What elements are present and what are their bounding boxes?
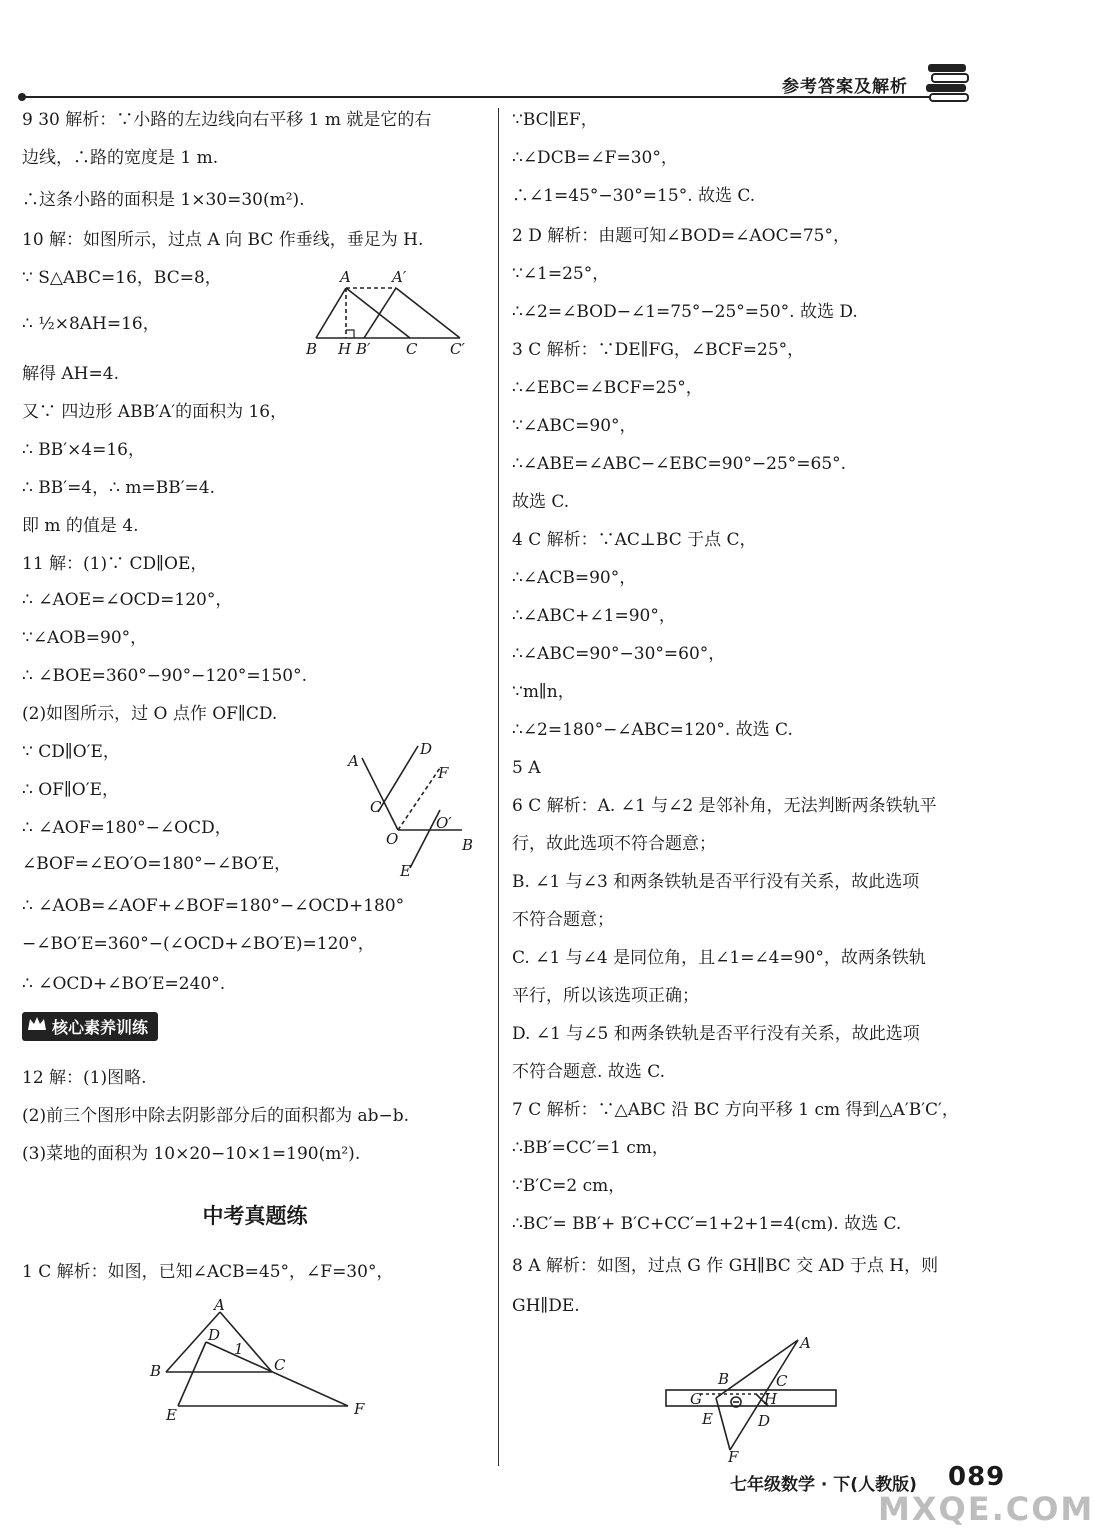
figure-zk1: [148, 1296, 378, 1426]
left-line: ∵∠AOB=90°，: [22, 628, 148, 648]
label-E: E: [400, 862, 411, 880]
left-line: 边线，∴路的宽度是 1 m.: [22, 148, 219, 168]
label-B: B: [718, 1370, 730, 1388]
right-line: 4 C 解析：∵AC⊥BC 于点 C，: [512, 530, 757, 550]
label-E: E: [702, 1410, 713, 1428]
left-line: ∵ CD∥O′E，: [22, 742, 120, 762]
left-line: −∠BO′E=360°−(∠OCD+∠BO′E)=120°，: [22, 934, 375, 954]
section-title: 中考真题练: [202, 1204, 308, 1228]
right-line: ∵∠ABC=90°，: [512, 416, 637, 436]
left-line: 又∵ 四边形 ABB′A′的面积为 16，: [22, 402, 288, 422]
label-A: A: [348, 752, 359, 770]
label-B: B: [306, 340, 318, 358]
right-line: 不符合题意. 故选 C.: [512, 1062, 666, 1082]
right-line: ∵B′C=2 cm，: [512, 1176, 626, 1196]
right-line: ∵BC∥EF，: [512, 110, 598, 130]
right-line: ∴∠2=180°−∠ABC=120°. 故选 C.: [512, 720, 793, 740]
left-line: ∵ S△ABC=16，BC=8，: [22, 268, 222, 288]
label-D: D: [208, 1326, 221, 1344]
footer-book-title: 七年级数学 · 下(人教版): [730, 1475, 917, 1495]
books-icon: [924, 60, 972, 104]
left-line: 10 解：如图所示，过点 A 向 BC 作垂线，垂足为 H.: [22, 230, 424, 250]
section-badge: [22, 1012, 158, 1041]
right-line: ∴BB′=CC′=1 cm，: [512, 1138, 669, 1158]
label-C: C: [406, 340, 418, 358]
right-line: ∴∠2=∠BOD−∠1=75°−25°=50°. 故选 D.: [512, 302, 858, 322]
right-line: ∵∠1=25°，: [512, 264, 610, 284]
left-line: 11 解：(1)∵ CD∥OE，: [22, 554, 208, 574]
figure-q11: [340, 738, 480, 884]
label-C: C: [370, 798, 382, 816]
right-line: ∵m∥n，: [512, 682, 575, 702]
left-line: ∴ ½×8AH=16，: [22, 314, 160, 334]
left-line: ∴ ∠AOB=∠AOF+∠BOF=180°−∠OCD+180°: [22, 896, 405, 916]
label-D: D: [758, 1412, 771, 1430]
left-line: ∴ OF∥O′E，: [22, 780, 120, 800]
right-line: 6 C 解析：A. ∠1 与∠2 是邻补角，无法判断两条铁轨平: [512, 796, 937, 816]
label-A-prime: A′: [392, 268, 407, 286]
left-line: 1 C 解析：如图，已知∠ACB=45°，∠F=30°，: [22, 1262, 394, 1282]
label-H: H: [338, 340, 352, 358]
right-line: ∴∠DCB=∠F=30°，: [512, 148, 678, 168]
header-title: 参考答案及解析: [782, 77, 908, 97]
left-line: ∴ BB′×4=16，: [22, 440, 146, 460]
right-line: GH∥DE.: [512, 1296, 580, 1316]
right-line: 2 D 解析：由题可知∠BOD=∠AOC=75°，: [512, 226, 850, 246]
left-line: (2)如图所示，过 O 点作 OF∥CD.: [22, 704, 278, 724]
left-line: 9 30 解析：∵小路的左边线向右平移 1 m 就是它的右: [22, 110, 432, 130]
label-F: F: [728, 1448, 739, 1466]
left-line: (3)菜地的面积为 10×20−10×1=190(m²).: [22, 1144, 361, 1164]
left-line: ∴ BB′=4，∴ m=BB′=4.: [22, 478, 216, 498]
left-line: ∴ ∠OCD+∠BO′E=240°.: [22, 974, 226, 994]
section-badge-label: 核心素养训练: [52, 1018, 149, 1037]
label-B: B: [150, 1362, 162, 1380]
label-F: F: [438, 764, 449, 782]
left-line: ∴ ∠BOE=360°−90°−120°=150°.: [22, 666, 307, 686]
right-line: ∴BC′= BB′+ B′C+CC′=1+2+1=4(cm). 故选 C.: [512, 1214, 902, 1234]
crown-icon: [26, 1014, 48, 1034]
label-B-prime: B′: [356, 340, 371, 358]
right-line: ∴∠ABE=∠ABC−∠EBC=90°−25°=65°.: [512, 454, 847, 474]
right-line: 5 A: [512, 758, 541, 778]
label-A: A: [340, 268, 351, 286]
right-line: 3 C 解析：∵DE∥FG，∠BCF=25°，: [512, 340, 805, 360]
left-line: 解得 AH=4.: [22, 364, 119, 384]
right-line: 8 A 解析：如图，过点 G 作 GH∥BC 交 AD 于点 H，则: [512, 1256, 939, 1276]
label-H: H: [764, 1390, 778, 1408]
label-G: G: [690, 1390, 702, 1408]
right-line: 行，故此选项不符合题意；: [512, 834, 716, 854]
label-O: O: [386, 830, 399, 848]
right-line: ∴∠ABC+∠1=90°，: [512, 606, 676, 626]
left-line: ∠BOF=∠EO′O=180°−∠BO′E，: [22, 854, 292, 874]
left-line: 12 解：(1)图略.: [22, 1068, 147, 1088]
label-E: E: [166, 1406, 177, 1424]
label-A: A: [214, 1296, 225, 1314]
right-line: B. ∠1 与∠3 和两条铁轨是否平行没有关系，故此选项: [512, 872, 920, 892]
label-B: B: [462, 836, 474, 854]
right-line: ∴∠1=45°−30°=15°. 故选 C.: [512, 186, 756, 206]
right-line: D. ∠1 与∠5 和两条铁轨是否平行没有关系，故此选项: [512, 1024, 920, 1044]
label-A: A: [800, 1334, 811, 1352]
right-line: 平行，所以该选项正确；: [512, 986, 699, 1006]
label-C: C: [776, 1372, 788, 1390]
right-line: 7 C 解析：∵△ABC 沿 BC 方向平移 1 cm 得到△A′B′C′，: [512, 1100, 959, 1120]
right-line: 不符合题意；: [512, 910, 614, 930]
left-line: (2)前三个图形中除去阴影部分后的面积都为 ab−b.: [22, 1106, 410, 1126]
right-line: ∴∠EBC=∠BCF=25°，: [512, 378, 703, 398]
right-line: C. ∠1 与∠4 是同位角，且∠1=∠4=90°，故两条铁轨: [512, 948, 926, 968]
label-C-prime: C′: [450, 340, 465, 358]
right-line: ∴∠ABC=90°−30°=60°，: [512, 644, 726, 664]
figure-q10: [300, 268, 480, 360]
page-number: 089: [948, 1462, 1006, 1492]
left-line: ∴这条小路的面积是 1×30=30(m²).: [22, 190, 305, 210]
left-line: ∴ ∠AOF=180°−∠OCD，: [22, 818, 232, 838]
watermark: MXQE.COM: [878, 1490, 1094, 1528]
label-F: F: [354, 1400, 365, 1418]
left-line: ∴ ∠AOE=∠OCD=120°，: [22, 590, 233, 610]
label-angle-1: 1: [234, 1340, 244, 1358]
label-C: C: [274, 1356, 286, 1374]
figure-zk8: [660, 1334, 850, 1464]
label-O-prime: O′: [436, 814, 452, 832]
left-line: 即 m 的值是 4.: [22, 516, 139, 536]
right-line: 故选 C.: [512, 492, 570, 512]
column-divider: [498, 108, 499, 1466]
right-line: ∴∠ACB=90°，: [512, 568, 637, 588]
label-D: D: [420, 740, 433, 758]
